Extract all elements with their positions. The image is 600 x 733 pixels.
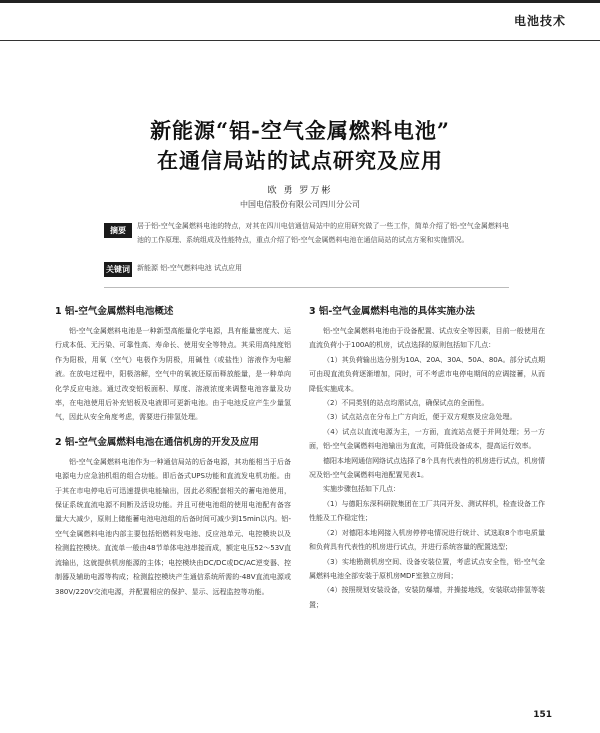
abstract-text: 居于铝-空气金属燃料电池的特点，对其在四川电信通信局站中的应用研究做了一些工作，简单介绍了铝-空气金属燃料电池的工作原理、系统组成及性能特点，重点介绍了铝-空气金属燃料电池在通信局站的试点方案和实施情况。 xyxy=(137,222,509,244)
right-column xyxy=(309,300,545,612)
section3-paragraph: （3）实地勘测机房空间、设备安装位置，考虑试点安全性，铝-空气金属燃料电池全部安装于原机房MDF室独立房间； xyxy=(309,557,545,580)
section3-paragraph: （1）与德阳东深科研院集团在工厂共同开发、测试样机，检查设备工作性能及工作稳定性； xyxy=(309,499,545,523)
keywords-text: 新能源 铝-空气燃料电池 试点应用 xyxy=(137,264,242,272)
section3-paragraph: 德阳本地网通信网络试点选择了8个具有代表性的机房进行试点，机房情况及铝-空气金属燃料电池配置见表1。 xyxy=(309,456,545,480)
authors: 欧 勇 罗万彬 xyxy=(267,186,333,196)
top-rule xyxy=(0,0,600,3)
section3-paragraph: （3）试点站点在分布上广方向近，便于双方观察及应急处理。 xyxy=(323,413,517,422)
section3-paragraph: 铝-空气金属燃料电池由于设备配置、试点安全等因素，目前一般使用在直流负荷小于100A的机房，试点选择的原则包括如下几点： xyxy=(309,327,545,350)
section3-paragraph: （1）其负荷输出选分别为10A、20A、30A、50A、80A。部分试点期可由现直流负荷逐渐增加，同时，可不考虑市电停电期间的应调接蓄，从而降低实施成本。 xyxy=(309,355,545,393)
section2-paragraph: 铝-空气金属燃料电池作为一种通信局站的后备电源，其功能相当于后备电源电力应急油机组的组合功能。即后备式UPS功能和直流发电机功能。由于其在市电停电后可迅速提供电能输出，因此必须配套相关的蓄电池使用，保证系统直流电源不间断及活设功能。并且可使电池组的使用电池配有备容量大大减少，原则上储能蓄电池电池组的后备时间可减少到15min以内。铝-空气金属燃料电池内部主要包括铝燃料发电池、反应池单元、电控模块以及检测监控模块。直流单一般由48节单体电池串接而成，额定电压52～53V直流输出，这就提供机房能源的主体；电控模块由DC/DC或DC/AC逆变器、控制器及辅助电源等构成；检测监控模块产生通信系统所需的-48V直流电源或380V/220V交流电源，并配置相应的保护、显示、远程监控等功能。 xyxy=(55,457,291,596)
section3-paragraph: 实施步骤包括如下几点： xyxy=(323,485,400,494)
section3-paragraph: （4）试点以直流电源为主，一方面，直流站点便于并网处理；另一方面，铝-空气金属燃料电池输出为直流，可降低设备成本，提高运行效率。 xyxy=(309,427,545,451)
page-number: 151 xyxy=(533,710,552,720)
left-column xyxy=(55,300,291,599)
section3-heading: 3 铝-空气金属燃料电池的具体实施办法 xyxy=(309,306,475,317)
section1-heading: 1 铝-空气金属燃料电池概述 xyxy=(55,306,174,317)
section1-paragraph: 铝-空气金属燃料电池是一种新型高能量化学电源，具有能量密度大、运行成本低、无污染、可靠性高、寿命长、使用安全等特点。其采用高纯度铝作为阳极，用氧（空气）电极作为阴极，用碱性（或盐性）溶液作为电解液。在放电过程中，阳极溶解，空气中的氧被还原而释放能量，是一种单向化学反应电池。通过改变铝板面积、厚度、溶液浓度来调整电池容量及功率，在电池使用后补充铝板及电液即可更新电池。由于电池反应产生少量氢气，因此从安全角度考虑，需要进行排氢处理。 xyxy=(55,327,291,422)
header-rule xyxy=(0,40,600,41)
section2-heading: 2 铝-空气金属燃料电池在通信机房的开发及应用 xyxy=(55,436,259,448)
title-line-1: 新能源“铝-空气金属燃料电池” xyxy=(150,118,450,143)
keywords-label: 关键词 xyxy=(104,262,132,277)
title-line-2: 在通信局站的试点研究及应用 xyxy=(157,148,443,173)
abstract-label: 摘要 xyxy=(104,223,132,238)
affiliation: 中国电信股份有限公司四川分公司 xyxy=(240,200,360,209)
section-label: 电池技术 xyxy=(513,14,566,28)
abstract-separator xyxy=(104,287,509,288)
section3-paragraph: （2）不同类别的站点均需试点，确保试点的全面性。 xyxy=(323,399,489,408)
section3-paragraph: （4）按照规划安装设备，安装防爆墙，并操接地线，安装联动排氢等装置； xyxy=(309,586,545,609)
section3-paragraph: （2）对德阳本地网接入机房停停电情况进行统计、试选取8个市电质量和负荷具有代表性的机房进行试点，并进行系统容量的配置选型； xyxy=(309,528,545,552)
